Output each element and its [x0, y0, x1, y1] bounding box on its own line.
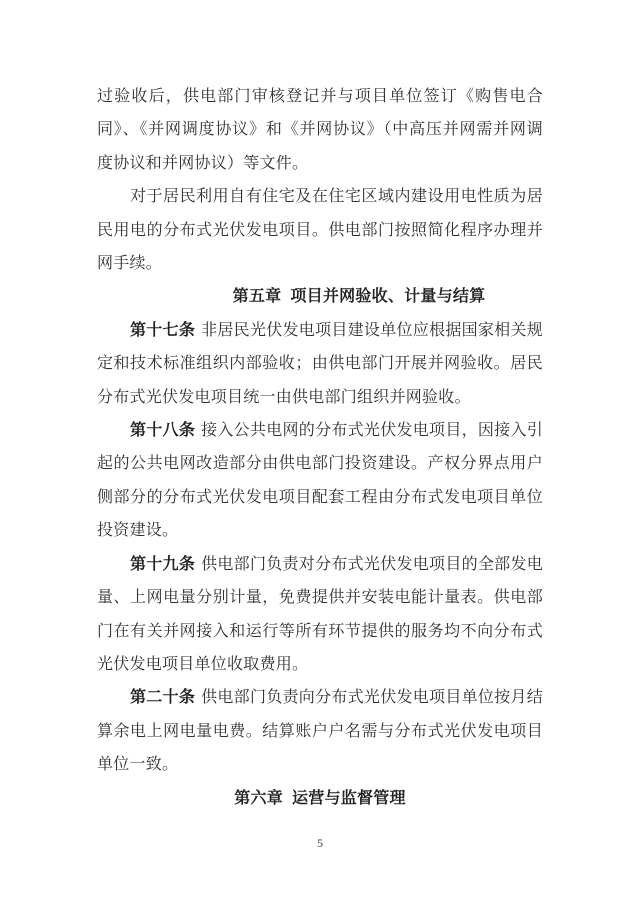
article-paragraph: [97, 314, 543, 414]
page-content: [97, 80, 543, 815]
article-paragraph: [97, 414, 543, 548]
article-paragraph: [97, 548, 543, 682]
chapter-title: 项目并网验收、计量与结算: [290, 288, 486, 306]
article-text: 供电部门负责向分布式光伏发电项目单位按月结算余电上网电量电费。结算账户户名需与分布式光伏发电项目单位一致。: [97, 689, 543, 774]
chapter-number: 第五章: [232, 288, 282, 306]
page-number: 5: [317, 836, 323, 850]
article-text: 非居民光伏发电项目建设单位应根据国家相关规定和技术标准组织内部验收；由供电部门开展并网验收。居民分布式光伏发电项目统一由供电部门组织并网验收。: [97, 321, 543, 406]
article-number: 第十八条: [130, 422, 196, 440]
body-paragraph: 过验收后，供电部门审核登记并与项目单位签订《购售电合同》、《并网调度协议》和《并网协议》（中高压并网需并网调度协议和并网协议）等文件。: [97, 88, 543, 172]
chapter-heading: [97, 280, 543, 313]
article-number: 第二十条: [130, 689, 196, 707]
article-text: 供电部门负责对分布式光伏发电项目的全部发电量、上网电量分别计量，免费提供并安装电能计量表。供电部门在有关并网接入和运行等所有环节提供的服务均不向分布式光伏发电项目单位收取费用。: [97, 555, 543, 673]
article-paragraph: [97, 681, 543, 781]
chapter-number: 第六章: [234, 789, 283, 807]
chapter-title: 运营与监督管理: [292, 789, 406, 807]
article-number: 第十七条: [130, 321, 196, 339]
body-paragraph: 对于居民利用自有住宅及在住宅区域内建设用电性质为居民用电的分布式光伏发电项目。供电部门按照简化程序办理并网手续。: [97, 188, 543, 273]
article-number: 第十九条: [130, 555, 196, 573]
chapter-heading: [97, 782, 543, 815]
article-text: 接入公共电网的分布式光伏发电项目，因接入引起的公共电网改造部分由供电部门投资建设。产权分界点用户侧部分的分布式光伏发电项目配套工程由分布式发电项目单位投资建设。: [97, 422, 543, 540]
